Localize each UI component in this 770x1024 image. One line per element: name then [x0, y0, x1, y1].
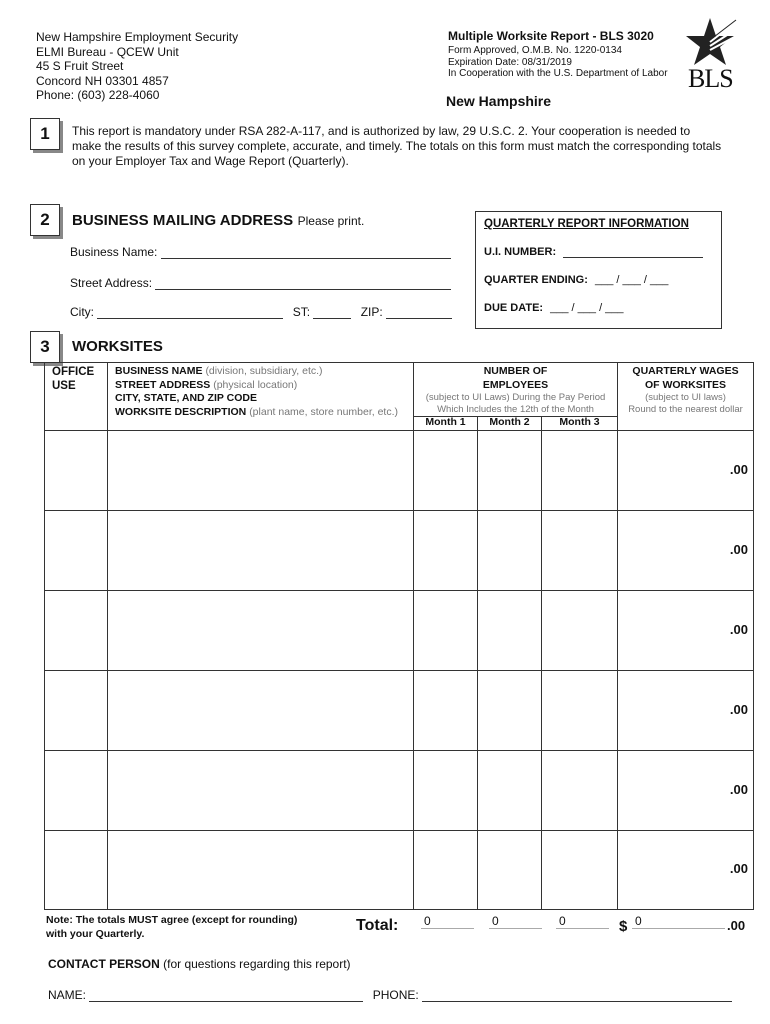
phone-label: PHONE:	[372, 988, 419, 1002]
col-wages-1: QUARTERLY WAGES	[632, 365, 739, 377]
month-3-header: Month 3	[559, 416, 600, 428]
state-field[interactable]	[313, 318, 351, 319]
name-label: NAME:	[48, 988, 87, 1002]
agency-line: Phone: (603) 228-4060	[36, 88, 160, 102]
total-wages-cents: .00	[727, 918, 746, 933]
street-address-label: Street Address:	[70, 276, 153, 290]
business-name-row	[70, 245, 451, 259]
col-wages-note1: (subject to UI laws)	[645, 392, 726, 403]
bls-logo	[686, 16, 748, 96]
contact-heading	[48, 957, 351, 971]
col-wages-2: OF WORKSITES	[644, 378, 727, 391]
due-date-label: DUE DATE:	[484, 302, 544, 314]
zip-label: ZIP:	[360, 305, 383, 319]
mailing-address-heading	[72, 212, 364, 230]
report-title: Multiple Worksite Report - BLS 3020	[448, 29, 654, 43]
section-title: BUSINESS MAILING ADDRESS	[72, 212, 294, 229]
business-name-field[interactable]	[161, 258, 451, 259]
col-wages-note2: Round to the nearest dollar	[628, 404, 743, 415]
total-month-2[interactable]: 0	[489, 914, 542, 929]
col-business-name: BUSINESS NAME	[115, 365, 203, 377]
expiration-date: Expiration Date: 08/31/2019	[448, 56, 572, 68]
phone-field[interactable]	[422, 1001, 732, 1002]
due-date-field[interactable]: ___ / ___ / ___	[550, 302, 624, 314]
row-wages-cents[interactable]: .00	[729, 861, 748, 876]
col-worksite-note: (plant name, store number, etc.)	[249, 405, 399, 418]
total-label: Total:	[356, 917, 399, 934]
col-worksite: WORKSITE DESCRIPTION	[115, 405, 247, 418]
street-row	[70, 276, 451, 290]
quarter-ending-label: QUARTER ENDING:	[484, 274, 588, 286]
due-date-row	[484, 302, 624, 314]
section-subtitle: Please print.	[297, 214, 365, 228]
office-use-header	[52, 366, 94, 393]
use-label: USE	[52, 379, 76, 392]
agency-line: ELMI Bureau - QCEW Unit	[36, 44, 179, 59]
totals-note-line2: with your Quarterly.	[46, 927, 145, 940]
mandatory-notice: This report is mandatory under RSA 282-A-117, and is authorized by law, 29 U.S.C. 2. Your cooperation is needed to make the results of this survey complete, accurate, and timely. The totals on this form must match the corresponding totals on your Employer Tax and Wage Report (Quarterly).	[72, 124, 722, 168]
row-wages-cents[interactable]: .00	[729, 462, 748, 477]
agency-line: New Hampshire Employment Security	[36, 30, 239, 44]
contact-note: (for questions regarding this report)	[163, 957, 351, 971]
city-field[interactable]	[97, 318, 283, 319]
wages-header	[618, 365, 753, 416]
cooperation-note: In Cooperation with the U.S. Department of Labor	[448, 68, 668, 79]
col-employees-note2: Which Includes the 12th of the Month	[437, 404, 594, 415]
col-employees-1: NUMBER OF	[483, 365, 548, 377]
quarterly-info-box	[475, 211, 722, 329]
total-wages[interactable]: 0	[632, 914, 725, 929]
ui-number-field[interactable]	[563, 257, 703, 258]
row-wages-cents[interactable]: .00	[729, 702, 748, 717]
agency-line: Concord NH 03301 4857	[36, 73, 169, 88]
employees-header	[414, 365, 617, 416]
logo-text: BLS	[688, 64, 733, 93]
total-month-3[interactable]: 0	[556, 914, 609, 929]
col-employees-note1: (subject to UI Laws) During the Pay Period	[425, 392, 606, 403]
omb-number: Form Approved, O.M.B. No. 1220-0134	[448, 45, 622, 56]
row-wages-cents[interactable]: .00	[729, 542, 748, 557]
street-address-field[interactable]	[155, 289, 451, 290]
month-1-header: Month 1	[425, 416, 466, 428]
state-label: ST:	[292, 305, 311, 319]
quarter-ending-row	[484, 274, 668, 286]
quarterly-title: QUARTERLY REPORT INFORMATION	[484, 218, 689, 230]
total-month-1[interactable]: 0	[421, 914, 474, 929]
business-name-label: Business Name:	[70, 245, 158, 259]
city-row	[70, 305, 452, 319]
col-street-note: (physical location)	[213, 378, 298, 391]
city-label: City:	[70, 305, 94, 319]
col-business-name-note: (division, subsidiary, etc.)	[205, 365, 323, 377]
section-1-number: 1	[30, 118, 60, 150]
totals-note	[46, 914, 297, 941]
section-2-number: 2	[30, 204, 60, 236]
row-wages-cents[interactable]: .00	[729, 782, 748, 797]
contact-row	[48, 988, 732, 1002]
report-header	[448, 29, 688, 80]
state-name: New Hampshire	[446, 93, 552, 109]
business-info-header	[115, 365, 415, 419]
quarter-ending-field[interactable]: ___ / ___ / ___	[594, 274, 669, 286]
contact-title: CONTACT PERSON	[48, 957, 160, 971]
col-city: CITY, STATE, AND ZIP CODE	[115, 392, 257, 404]
zip-field[interactable]	[386, 318, 452, 319]
agency-line: 45 S Fruit Street	[36, 59, 124, 73]
totals-note-line1: Note: The totals MUST agree (except for rounding)	[46, 914, 298, 926]
worksites-title: WORKSITES	[72, 338, 163, 355]
agency-address	[36, 30, 238, 103]
worksite-table	[44, 362, 754, 910]
name-field[interactable]	[89, 1001, 363, 1002]
ui-number-row	[484, 246, 703, 258]
office-label: OFFICE	[52, 366, 95, 378]
col-employees-2: EMPLOYEES	[482, 378, 549, 391]
month-2-header: Month 2	[489, 416, 530, 428]
row-wages-cents[interactable]: .00	[729, 622, 748, 637]
col-street: STREET ADDRESS	[115, 378, 211, 391]
section-3-number: 3	[30, 331, 60, 363]
dollar-sign: $	[619, 918, 628, 935]
ui-number-label: U.I. NUMBER:	[484, 246, 557, 258]
